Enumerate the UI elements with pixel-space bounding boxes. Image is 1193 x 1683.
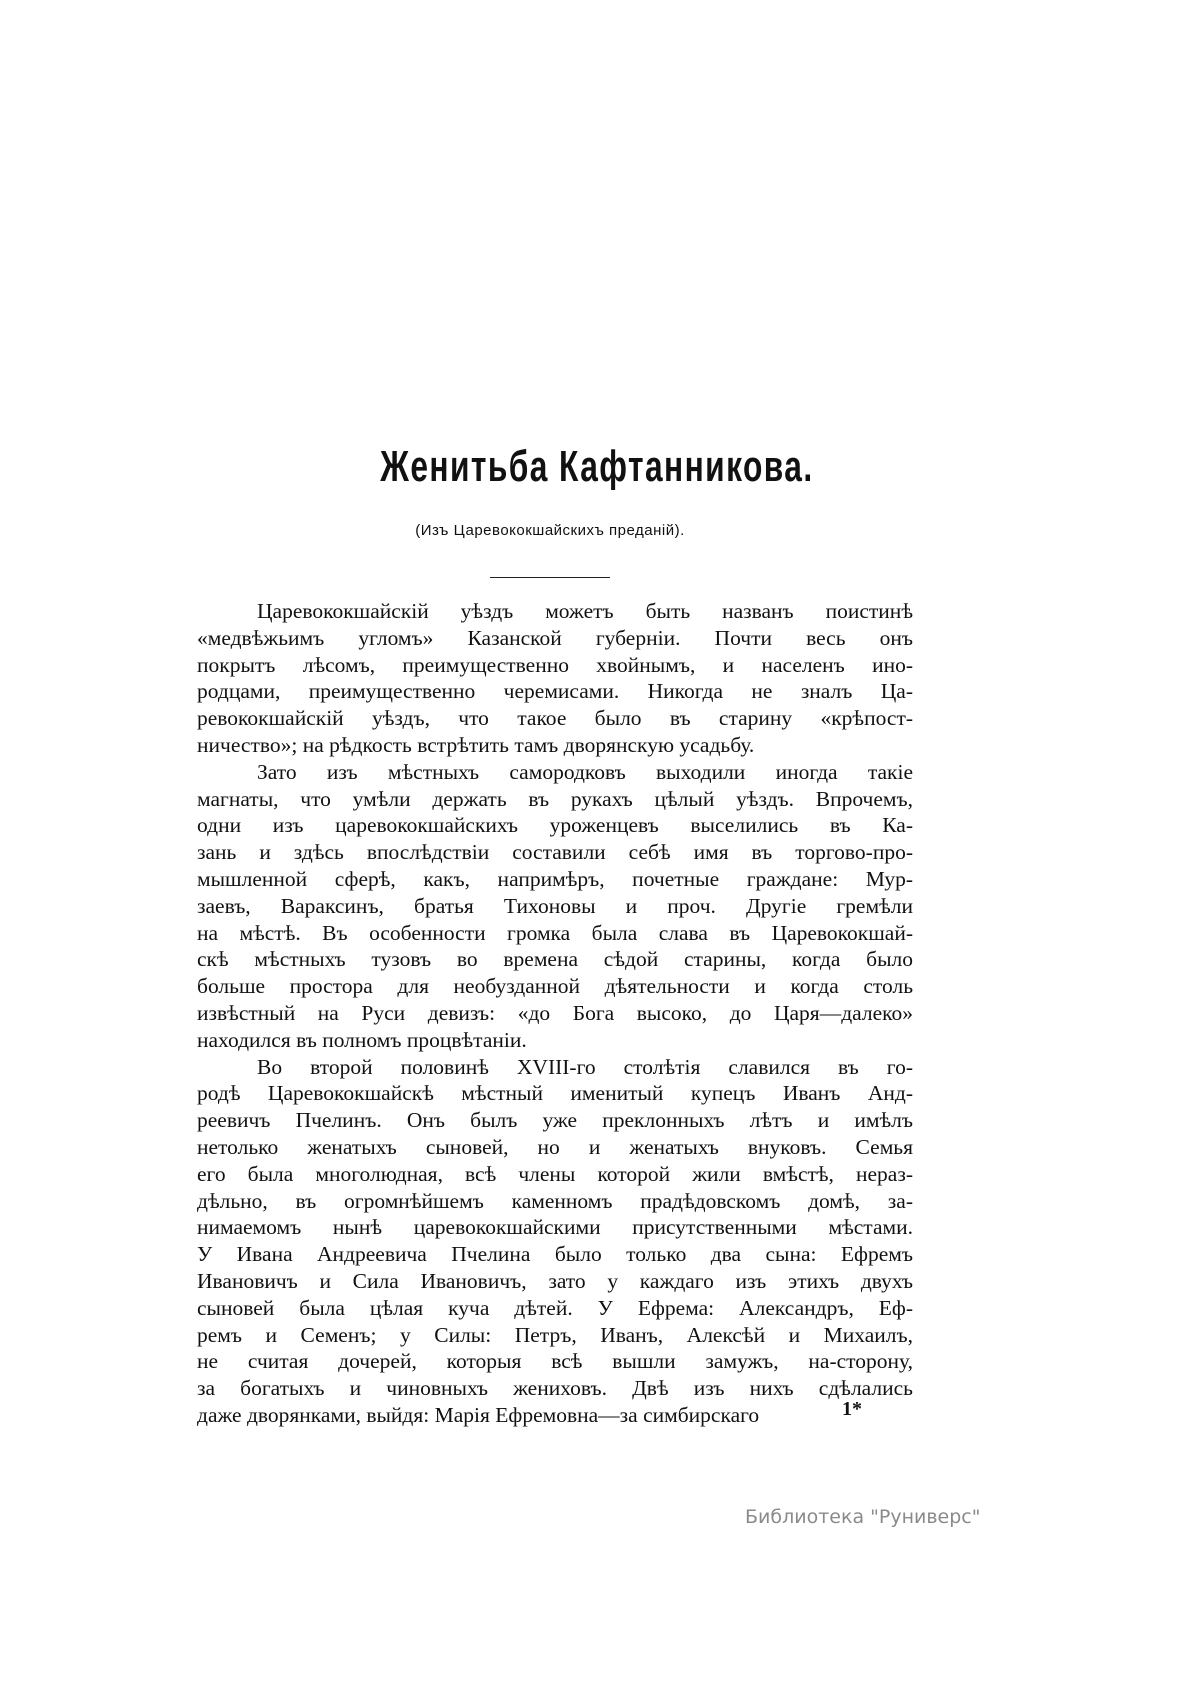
paragraph — [197, 1054, 913, 1429]
text-line: Зато изъ мѣстныхъ самородковъ выходили иногда такіе — [257, 759, 913, 784]
text-line: реевичъ Пчелинъ. Онъ былъ уже преклонныхъ лѣтъ и имѣлъ — [197, 1108, 913, 1133]
text-line: У Ивана Андреевича Пчелина было только два сына: Ефремъ — [197, 1242, 913, 1267]
text-line: нетолько женатыхъ сыновей, но и женатыхъ внуковъ. Семья — [197, 1134, 913, 1159]
paragraph — [197, 598, 913, 759]
text-line: мышленной сферѣ, какъ, напримѣръ, почетные граждане: Мур- — [197, 866, 913, 891]
text-line: дѣльно, въ огромнѣйшемъ каменномъ прадѣдовскомъ домѣ, за- — [197, 1188, 913, 1213]
text-line: родцами, преимущественно черемисами. Никогда не зналъ Ца- — [197, 679, 913, 704]
text-line: его была многолюдная, всѣ члены которой жили вмѣстѣ, нераз- — [197, 1161, 913, 1186]
text-line: ремъ и Семенъ; у Силы: Петръ, Иванъ, Алексѣй и Михаилъ, — [197, 1322, 913, 1347]
text-line: Во второй половинѣ XVIII-го столѣтія славился въ го- — [257, 1054, 913, 1079]
title-divider — [490, 577, 610, 578]
text-line: даже дворянками, выйдя: Марія Ефремовна—за симбирскаго — [197, 1402, 760, 1427]
text-line: родѣ Царевококшайскѣ мѣстный именитый купецъ Иванъ Анд- — [197, 1081, 913, 1106]
text-line: магнаты, что умѣли держать въ рукахъ цѣлый уѣздъ. Впрочемъ, — [197, 786, 913, 811]
body-text — [197, 598, 913, 1429]
text-line: зань и здѣсь впослѣдствіи составили себѣ имя въ торгово-про- — [197, 840, 913, 865]
text-line: Царевококшайскій уѣздъ можетъ быть названъ поистинѣ — [257, 599, 913, 623]
text-line: ревококшайскій уѣздъ, что такое было въ старину «крѣпост- — [197, 706, 913, 731]
chapter-subtitle: (Изъ Царевококшайскихъ преданій). — [415, 522, 685, 539]
text-line: покрытъ лѣсомъ, преимущественно хвойнымъ, и населенъ ино- — [197, 652, 913, 677]
page-number: 1* — [842, 1398, 862, 1420]
text-line: больше простора для необузданной дѣятельности и когда столь — [197, 974, 913, 999]
library-watermark: Библиотека "Руниверс" — [745, 1506, 981, 1528]
text-line: заевъ, Вараксинъ, братья Тихоновы и проч. Другіе гремѣли — [197, 893, 913, 918]
chapter-title-text: Женитьба Кафтанникова. — [379, 442, 814, 491]
text-line: нимаемомъ нынѣ царевококшайскими присутственными мѣстами. — [197, 1215, 913, 1240]
text-line: находился въ полномъ процвѣтаніи. — [197, 1027, 527, 1052]
text-line: Ивановичъ и Сила Ивановичъ, зато у каждаго изъ этихъ двухъ — [197, 1268, 913, 1293]
paragraph — [197, 759, 913, 1054]
text-line: сыновей была цѣлая куча дѣтей. У Ефрема: Александръ, Еф- — [197, 1295, 913, 1320]
text-line: одни изъ царевококшайскихъ уроженцевъ выселились въ Ка- — [197, 813, 913, 838]
text-line: «медвѣжьимъ угломъ» Казанской губерніи. Почти весь онъ — [197, 625, 913, 650]
text-line: извѣстный на Руси девизъ: «до Бога высоко, до Царя—далеко» — [197, 1000, 913, 1025]
text-line: за богатыхъ и чиновныхъ жениховъ. Двѣ изъ нихъ сдѣлались — [197, 1376, 913, 1401]
text-line: скѣ мѣстныхъ тузовъ во времена сѣдой старины, когда было — [197, 947, 913, 972]
chapter-title — [0, 442, 1193, 492]
text-line: на мѣстѣ. Въ особенности громка была слава въ Царевококшай- — [197, 920, 913, 945]
text-line: не считая дочерей, которыя всѣ вышли замужъ, на-сторону, — [197, 1349, 913, 1374]
text-line: ничество»; на рѣдкость встрѣтить тамъ дворянскую усадьбу. — [197, 732, 755, 757]
